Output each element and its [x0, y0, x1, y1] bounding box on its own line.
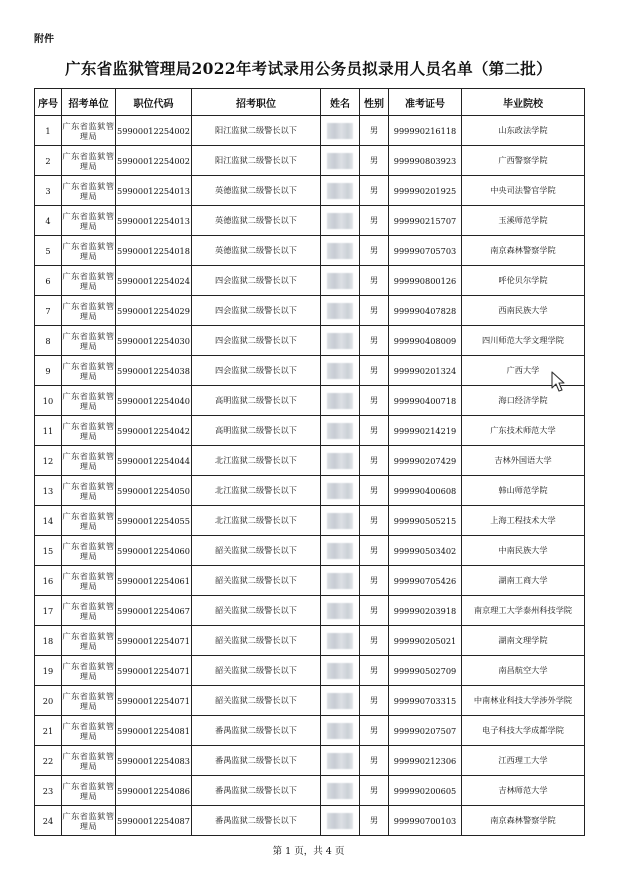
row-unit: 广东省监狱管理局 — [62, 296, 116, 326]
row-gender: 男 — [360, 536, 389, 566]
row-name-redacted — [321, 206, 360, 236]
row-gender: 男 — [360, 386, 389, 416]
row-school: 中南林业科技大学涉外学院 — [462, 686, 585, 716]
redacted-name-blur — [327, 423, 353, 439]
table-row — [35, 416, 585, 446]
row-school: 湖南文理学院 — [462, 626, 585, 656]
table-row — [35, 776, 585, 806]
redacted-name-blur — [327, 363, 353, 379]
row-position: 韶关监狱二级警长以下 — [192, 566, 321, 596]
row-school: 中南民族大学 — [462, 536, 585, 566]
row-code: 59900012254071 — [116, 686, 192, 716]
mouse-pointer-icon — [551, 371, 567, 393]
row-exam-no: 999990408009 — [389, 326, 462, 356]
row-position: 四会监狱二级警长以下 — [192, 326, 321, 356]
row-gender: 男 — [360, 566, 389, 596]
row-school: 电子科技大学成都学院 — [462, 716, 585, 746]
row-index: 3 — [35, 176, 62, 206]
table-row — [35, 596, 585, 626]
row-school: 吉林外国语大学 — [462, 446, 585, 476]
row-name-redacted — [321, 776, 360, 806]
row-gender: 男 — [360, 176, 389, 206]
row-unit: 广东省监狱管理局 — [62, 656, 116, 686]
row-index: 18 — [35, 626, 62, 656]
row-exam-no: 999990207429 — [389, 446, 462, 476]
row-index: 13 — [35, 476, 62, 506]
row-unit: 广东省监狱管理局 — [62, 506, 116, 536]
row-gender: 男 — [360, 506, 389, 536]
row-index: 7 — [35, 296, 62, 326]
redacted-name-blur — [327, 213, 353, 229]
row-code: 59900012254013 — [116, 176, 192, 206]
row-index: 5 — [35, 236, 62, 266]
row-name-redacted — [321, 446, 360, 476]
row-name-redacted — [321, 746, 360, 776]
row-exam-no: 999990201925 — [389, 176, 462, 206]
row-name-redacted — [321, 416, 360, 446]
row-gender: 男 — [360, 716, 389, 746]
row-name-redacted — [321, 476, 360, 506]
table-row — [35, 266, 585, 296]
row-gender: 男 — [360, 686, 389, 716]
header-school: 毕业院校 — [462, 89, 585, 116]
table-row — [35, 356, 585, 386]
row-code: 59900012254024 — [116, 266, 192, 296]
row-code: 59900012254050 — [116, 476, 192, 506]
row-unit: 广东省监狱管理局 — [62, 326, 116, 356]
row-school: 四川师范大学文理学院 — [462, 326, 585, 356]
row-school: 中央司法警官学院 — [462, 176, 585, 206]
row-position: 北江监狱二级警长以下 — [192, 506, 321, 536]
row-index: 24 — [35, 806, 62, 836]
row-index: 11 — [35, 416, 62, 446]
row-position: 英德监狱二级警长以下 — [192, 176, 321, 206]
row-exam-no: 999990207507 — [389, 716, 462, 746]
redacted-name-blur — [327, 393, 353, 409]
row-exam-no: 999990502709 — [389, 656, 462, 686]
row-name-redacted — [321, 686, 360, 716]
row-unit: 广东省监狱管理局 — [62, 536, 116, 566]
row-exam-no: 999990400718 — [389, 386, 462, 416]
row-gender: 男 — [360, 116, 389, 146]
row-school: 广西警察学院 — [462, 146, 585, 176]
redacted-name-blur — [327, 603, 353, 619]
row-code: 59900012254071 — [116, 626, 192, 656]
table-row — [35, 446, 585, 476]
redacted-name-blur — [327, 123, 353, 139]
row-code: 59900012254038 — [116, 356, 192, 386]
row-position: 高明监狱二级警长以下 — [192, 416, 321, 446]
row-code: 59900012254060 — [116, 536, 192, 566]
redacted-name-blur — [327, 813, 353, 829]
row-exam-no: 999990505215 — [389, 506, 462, 536]
row-position: 韶关监狱二级警长以下 — [192, 656, 321, 686]
table-row — [35, 476, 585, 506]
row-exam-no: 999990216118 — [389, 116, 462, 146]
row-code: 59900012254067 — [116, 596, 192, 626]
row-index: 1 — [35, 116, 62, 146]
row-exam-no: 999990703315 — [389, 686, 462, 716]
row-code: 59900012254083 — [116, 746, 192, 776]
row-code: 59900012254030 — [116, 326, 192, 356]
row-position: 阳江监狱二级警长以下 — [192, 146, 321, 176]
row-code: 59900012254071 — [116, 656, 192, 686]
header-unit: 招考单位 — [62, 89, 116, 116]
row-code: 59900012254044 — [116, 446, 192, 476]
row-exam-no: 999990203918 — [389, 596, 462, 626]
row-name-redacted — [321, 176, 360, 206]
row-code: 59900012254029 — [116, 296, 192, 326]
table-row — [35, 746, 585, 776]
row-unit: 广东省监狱管理局 — [62, 116, 116, 146]
row-unit: 广东省监狱管理局 — [62, 596, 116, 626]
candidates-table — [34, 88, 585, 836]
table-row — [35, 326, 585, 356]
row-position: 番禺监狱二级警长以下 — [192, 716, 321, 746]
redacted-name-blur — [327, 693, 353, 709]
row-position: 北江监狱二级警长以下 — [192, 476, 321, 506]
row-exam-no: 999990700103 — [389, 806, 462, 836]
row-code: 59900012254002 — [116, 116, 192, 146]
row-exam-no: 999990407828 — [389, 296, 462, 326]
row-code: 59900012254013 — [116, 206, 192, 236]
row-unit: 广东省监狱管理局 — [62, 446, 116, 476]
row-index: 12 — [35, 446, 62, 476]
row-gender: 男 — [360, 326, 389, 356]
row-index: 20 — [35, 686, 62, 716]
row-name-redacted — [321, 146, 360, 176]
attachment-label: 附件 — [34, 34, 54, 45]
row-index: 2 — [35, 146, 62, 176]
row-exam-no: 999990200605 — [389, 776, 462, 806]
row-name-redacted — [321, 806, 360, 836]
table-row — [35, 686, 585, 716]
row-school: 呼伦贝尔学院 — [462, 266, 585, 296]
header-exam-no: 准考证号 — [389, 89, 462, 116]
redacted-name-blur — [327, 273, 353, 289]
table-row — [35, 506, 585, 536]
row-name-redacted — [321, 716, 360, 746]
row-position: 韶关监狱二级警长以下 — [192, 686, 321, 716]
table-header-row — [35, 89, 585, 116]
row-unit: 广东省监狱管理局 — [62, 146, 116, 176]
redacted-name-blur — [327, 633, 353, 649]
table-row — [35, 626, 585, 656]
row-exam-no: 999990212306 — [389, 746, 462, 776]
row-school: 南京森林警察学院 — [462, 806, 585, 836]
row-index: 8 — [35, 326, 62, 356]
row-unit: 广东省监狱管理局 — [62, 236, 116, 266]
redacted-name-blur — [327, 333, 353, 349]
header-position: 招考职位 — [192, 89, 321, 116]
row-position: 阳江监狱二级警长以下 — [192, 116, 321, 146]
row-index: 21 — [35, 716, 62, 746]
row-code: 59900012254055 — [116, 506, 192, 536]
header-gender: 性别 — [360, 89, 389, 116]
row-school: 玉溪师范学院 — [462, 206, 585, 236]
row-index: 14 — [35, 506, 62, 536]
row-unit: 广东省监狱管理局 — [62, 476, 116, 506]
row-code: 59900012254040 — [116, 386, 192, 416]
page-footer: 第 1 页，共 4 页 — [272, 846, 345, 857]
table-row — [35, 716, 585, 746]
row-position: 北江监狱二级警长以下 — [192, 446, 321, 476]
row-index: 19 — [35, 656, 62, 686]
row-gender: 男 — [360, 296, 389, 326]
row-gender: 男 — [360, 806, 389, 836]
row-school: 吉林师范大学 — [462, 776, 585, 806]
row-position: 番禺监狱二级警长以下 — [192, 746, 321, 776]
row-unit: 广东省监狱管理局 — [62, 686, 116, 716]
row-unit: 广东省监狱管理局 — [62, 356, 116, 386]
row-position: 番禺监狱二级警长以下 — [192, 806, 321, 836]
table-row — [35, 206, 585, 236]
table-row — [35, 296, 585, 326]
row-exam-no: 999990705426 — [389, 566, 462, 596]
row-name-redacted — [321, 296, 360, 326]
row-unit: 广东省监狱管理局 — [62, 176, 116, 206]
redacted-name-blur — [327, 453, 353, 469]
row-unit: 广东省监狱管理局 — [62, 566, 116, 596]
row-position: 韶关监狱二级警长以下 — [192, 626, 321, 656]
table-row — [35, 176, 585, 206]
row-index: 9 — [35, 356, 62, 386]
redacted-name-blur — [327, 483, 353, 499]
table-row — [35, 116, 585, 146]
row-name-redacted — [321, 236, 360, 266]
row-school: 江西理工大学 — [462, 746, 585, 776]
row-school: 海口经济学院 — [462, 386, 585, 416]
row-name-redacted — [321, 116, 360, 146]
row-gender: 男 — [360, 626, 389, 656]
row-index: 17 — [35, 596, 62, 626]
row-gender: 男 — [360, 776, 389, 806]
row-gender: 男 — [360, 446, 389, 476]
row-school: 上海工程技术大学 — [462, 506, 585, 536]
row-name-redacted — [321, 506, 360, 536]
row-code: 59900012254086 — [116, 776, 192, 806]
redacted-name-blur — [327, 153, 353, 169]
row-school: 南京森林警察学院 — [462, 236, 585, 266]
row-exam-no: 999990800126 — [389, 266, 462, 296]
row-school: 韩山师范学院 — [462, 476, 585, 506]
row-index: 10 — [35, 386, 62, 416]
row-gender: 男 — [360, 596, 389, 626]
row-unit: 广东省监狱管理局 — [62, 386, 116, 416]
table-row — [35, 656, 585, 686]
row-gender: 男 — [360, 656, 389, 686]
row-exam-no: 999990201324 — [389, 356, 462, 386]
row-unit: 广东省监狱管理局 — [62, 716, 116, 746]
table-row — [35, 806, 585, 836]
row-school: 广西大学 — [462, 356, 585, 386]
row-position: 番禺监狱二级警长以下 — [192, 776, 321, 806]
header-index: 序号 — [35, 89, 62, 116]
redacted-name-blur — [327, 723, 353, 739]
row-position: 韶关监狱二级警长以下 — [192, 596, 321, 626]
row-name-redacted — [321, 536, 360, 566]
table-row — [35, 146, 585, 176]
row-gender: 男 — [360, 416, 389, 446]
row-index: 4 — [35, 206, 62, 236]
redacted-name-blur — [327, 183, 353, 199]
row-exam-no: 999990705703 — [389, 236, 462, 266]
row-index: 23 — [35, 776, 62, 806]
row-name-redacted — [321, 626, 360, 656]
row-position: 四会监狱二级警长以下 — [192, 296, 321, 326]
row-gender: 男 — [360, 476, 389, 506]
row-position: 英德监狱二级警长以下 — [192, 236, 321, 266]
table-row — [35, 536, 585, 566]
row-position: 韶关监狱二级警长以下 — [192, 536, 321, 566]
row-code: 59900012254087 — [116, 806, 192, 836]
header-code: 职位代码 — [116, 89, 192, 116]
redacted-name-blur — [327, 513, 353, 529]
row-unit: 广东省监狱管理局 — [62, 416, 116, 446]
row-unit: 广东省监狱管理局 — [62, 266, 116, 296]
row-gender: 男 — [360, 746, 389, 776]
redacted-name-blur — [327, 663, 353, 679]
row-exam-no: 999990503402 — [389, 536, 462, 566]
row-index: 16 — [35, 566, 62, 596]
table-row — [35, 386, 585, 416]
row-school: 南昌航空大学 — [462, 656, 585, 686]
row-index: 22 — [35, 746, 62, 776]
row-unit: 广东省监狱管理局 — [62, 746, 116, 776]
row-exam-no: 999990205021 — [389, 626, 462, 656]
row-name-redacted — [321, 326, 360, 356]
row-gender: 男 — [360, 236, 389, 266]
row-school: 山东政法学院 — [462, 116, 585, 146]
row-name-redacted — [321, 266, 360, 296]
row-position: 英德监狱二级警长以下 — [192, 206, 321, 236]
row-position: 四会监狱二级警长以下 — [192, 266, 321, 296]
row-name-redacted — [321, 386, 360, 416]
row-code: 59900012254061 — [116, 566, 192, 596]
row-index: 6 — [35, 266, 62, 296]
row-code: 59900012254042 — [116, 416, 192, 446]
header-name: 姓名 — [321, 89, 360, 116]
row-gender: 男 — [360, 266, 389, 296]
row-unit: 广东省监狱管理局 — [62, 626, 116, 656]
row-name-redacted — [321, 566, 360, 596]
row-school: 西南民族大学 — [462, 296, 585, 326]
row-code: 59900012254002 — [116, 146, 192, 176]
row-code: 59900012254081 — [116, 716, 192, 746]
row-gender: 男 — [360, 356, 389, 386]
redacted-name-blur — [327, 753, 353, 769]
row-position: 高明监狱二级警长以下 — [192, 386, 321, 416]
table-row — [35, 566, 585, 596]
redacted-name-blur — [327, 573, 353, 589]
row-position: 四会监狱二级警长以下 — [192, 356, 321, 386]
row-gender: 男 — [360, 146, 389, 176]
row-name-redacted — [321, 356, 360, 386]
row-exam-no: 999990214219 — [389, 416, 462, 446]
row-unit: 广东省监狱管理局 — [62, 206, 116, 236]
table-row — [35, 236, 585, 266]
row-code: 59900012254018 — [116, 236, 192, 266]
row-gender: 男 — [360, 206, 389, 236]
redacted-name-blur — [327, 243, 353, 259]
redacted-name-blur — [327, 783, 353, 799]
row-exam-no: 999990803923 — [389, 146, 462, 176]
row-exam-no: 999990400608 — [389, 476, 462, 506]
row-unit: 广东省监狱管理局 — [62, 776, 116, 806]
redacted-name-blur — [327, 543, 353, 559]
row-name-redacted — [321, 596, 360, 626]
row-unit: 广东省监狱管理局 — [62, 806, 116, 836]
row-school: 南京理工大学泰州科技学院 — [462, 596, 585, 626]
row-index: 15 — [35, 536, 62, 566]
redacted-name-blur — [327, 303, 353, 319]
row-exam-no: 999990215707 — [389, 206, 462, 236]
row-name-redacted — [321, 656, 360, 686]
page-title: 广东省监狱管理局2022年考试录用公务员拟录用人员名单（第二批） — [65, 59, 552, 78]
row-school: 广东技术师范大学 — [462, 416, 585, 446]
row-school: 湖南工商大学 — [462, 566, 585, 596]
